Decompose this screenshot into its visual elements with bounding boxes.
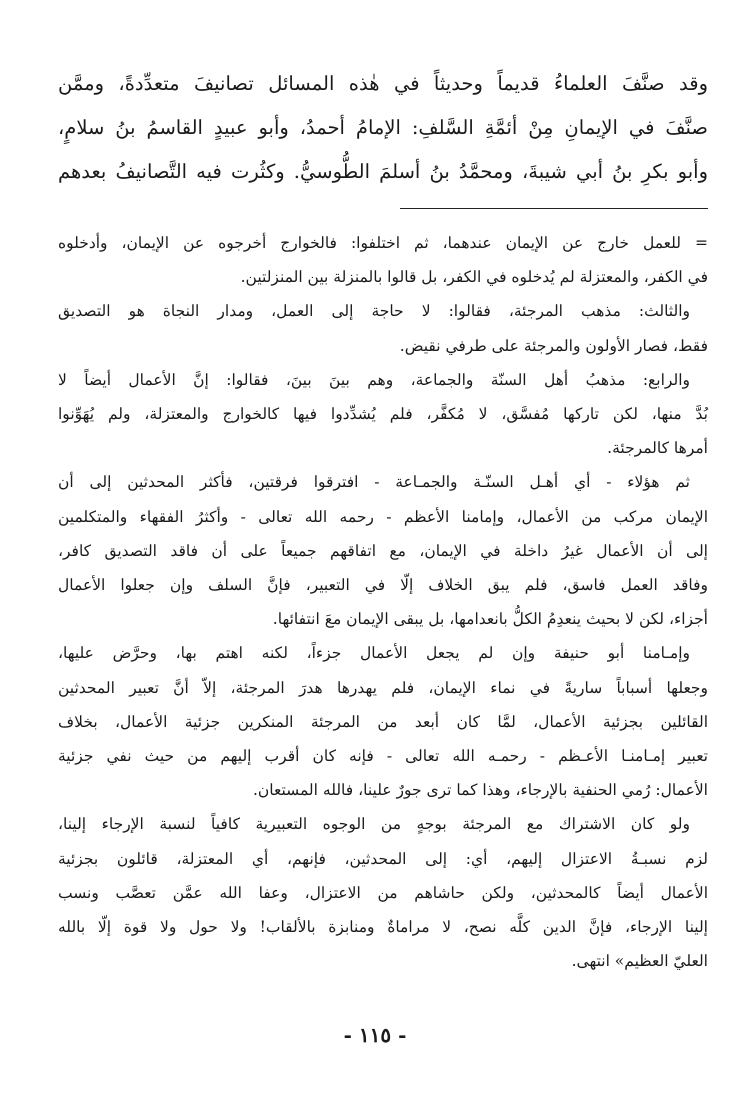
footnote-line: والثالث: مذهب المرجئة، فقالوا: لا حاجة إلى العمل، ومدار النجاة هو التصديق [58, 302, 690, 321]
footnote-line: إلى أن الأعمال غيرُ داخلة في الإيمان، مع اتفاقهم جميعاً على أن فاقد التصديق كافر، [58, 541, 708, 560]
main-line: وقد صنَّفَ العلماءُ قديماً وحديثاً في هٰذه المسائل تصانيفَ متعدِّدةً، وممَّن [58, 72, 708, 95]
footnote-line: أجزاء، لكن لا بحيث ينعدِمُ الكلُّ بانعدامها، بل يبقى الإيمان معَ انتفائها. [272, 610, 708, 629]
footnote-line: لزم نسبـةُ الاعتزال إليهم، أي: إلى المحدثين، فإنهم، أي المعتزلة، قائلون بجزئية [58, 849, 708, 868]
footnote-separator [400, 208, 708, 209]
footnote-line: الأعمال: رُمي الحنفية بالإرجاء، وهذا كما ترى جورٌ علينا، فالله المستعان. [252, 781, 708, 800]
footnote-line: الأعمال أيضاً كالمحدثين، ولكن حاشاهم من الاعتزال، وعفا الله عمَّن تعصَّب ونسب [58, 883, 708, 902]
footnote-line: بُدَّ منها، لكن تاركها مُفسَّق، لا مُكفَّر، فلم يُشدِّدوا فيها كالخوارج والمعتزلة، ولم يُهَوِّنوا [58, 405, 708, 424]
footnotes [58, 226, 708, 978]
footnote-line: إلينا الإرجاء، فإنَّ الدين كلَّه نصح، لا مراماةٌ ومنابزة بالألقاب! ولا حول ولا قوة إلّا بالله [58, 918, 708, 937]
page-number: - ١١٥ - [343, 1023, 407, 1047]
footnote-line: في الكفر، والمعتزلة لم يُدخلوه في الكفر، بل قالوا بالمنزلة بين المنزلتين. [240, 268, 708, 287]
footnote-line: وجعلها أسباباً ساريةً في نماء الإيمان، فلم يهدرها هدرَ المرجئة، إلاّ أنَّ تعبير المحدثين [58, 678, 708, 697]
footnote-line: فقط، فصار الأولون والمرجئة على طرفي نقيض. [399, 336, 708, 355]
footnote-line: = للعمل خارج عن الإيمان عندهما، ثم اختلفوا: فالخوارج أخرجوه عن الإيمان، وأدخلوه [58, 234, 708, 252]
main-line: صنَّفَ في الإيمانِ مِنْ أئمَّةِ السَّلفِ: الإمامُ أحمدُ، وأبو عبيدٍ القاسمُ بنُ سلامٍ، [58, 116, 708, 139]
main-line: وأبو بكرِ بنُ أبي شيبةَ، ومحمَّدُ بنُ أسلمَ الطُّوسيُّ. وكثُرت فيه التَّصانيفُ بعدهم [58, 160, 708, 183]
main-paragraph [58, 62, 708, 194]
footnote-line: والرابع: مذهبُ أهل السنّة والجماعة، وهم بينَ بينَ، فقالوا: إنَّ الأعمال أيضاً لا [58, 370, 690, 389]
footnote-line: القائلين بجزئية الأعمال، لمَّا كان أبعد من المرجئة المنكرين جزئية الأعمال، بخلاف [58, 712, 708, 731]
footnote-line: ثم هؤلاء - أي أهـل السنّـة والجمـاعة - افترقوا فرقتين، فأكثر المحدثين إلى أن [58, 473, 690, 492]
footnote-line: العليّ العظيم» انتهى. [571, 952, 708, 971]
footnote-line: ولو كان الاشتراك مع المرجئة بوجهٍ من الوجوه التعبيرية كافياً لنسبة الإرجاء إلينا، [58, 815, 690, 834]
footnote-line: وفاقد العمل فاسق، فلم يبق الخلاف إلّا في التعبير، فإنَّ السلف وإن جعلوا الأعمال [58, 576, 708, 595]
footnote-line: وإمـامنا أبو حنيفة وإن لم يجعل الأعمال جزءاً، لكنه اهتم بها، وحرَّض عليها، [58, 644, 690, 663]
footnote-line: أمرها كالمرجئة. [607, 439, 708, 458]
footnote-line: الإيمان مركب من الأعمال، وإمامنا الأعظم - رحمه الله تعالى - وأكثرُ الفقهاء والمتكلمين [58, 507, 708, 526]
footnote-line: تعبير إمـامنـا الأعـظم - رحمـه الله تعالى - فإنه كان أقرب إليهم من حيث نفي جزئية [58, 747, 708, 766]
